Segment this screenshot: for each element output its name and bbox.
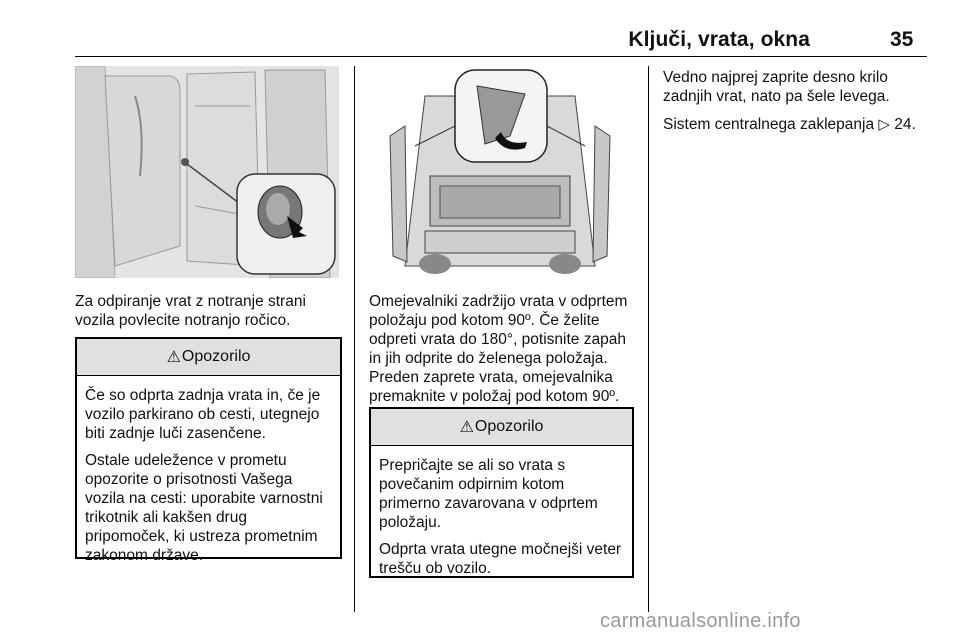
warning-header-2 [371, 409, 632, 446]
warning-1-paragraph-1: Če so odprta zadnja vrata in, če je vozilo parkirano ob cesti, utegnejo biti zadnje luči zasenčene. [85, 387, 321, 442]
warning-title-1: Opozorilo [181, 348, 251, 365]
warning-box-1 [75, 337, 342, 564]
warning-body-2 [371, 446, 632, 586]
col3-reference-page[interactable]: 24. [894, 116, 916, 133]
warning-2-paragraph-1: Prepričajte se ali so vrata s povečanim odpirnim kotom primerno zavarovana v odprtem položaju. [379, 457, 598, 531]
header-rule [75, 56, 927, 57]
page-reference-arrow-icon: ▷ [878, 116, 890, 133]
col2-paragraph: Omejevalniki zadržijo vrata v odprtem položaju pod kotom 90º. Če želite odpreti vrata do 180°, potisnite zapah in jih odprite do želenega položaja. Preden zaprete vrata, omejevalnika premaknite v položaj pod kotom 90º. [369, 293, 628, 405]
warning-box-2 [369, 407, 634, 578]
rear-doors-illustration [385, 66, 615, 278]
col1-text [75, 292, 341, 339]
col3-reference-text: Sistem centralnega zaklepanja [663, 116, 875, 133]
warning-triangle-icon: ⚠ [459, 419, 474, 436]
warning-header-1 [77, 339, 340, 376]
rear-doors-figure [385, 66, 615, 278]
page-number: 35 [890, 28, 914, 51]
warning-1-paragraph-2: Ostale udeležence v prometu opozorite o prisotnosti Vašega vozila na cesti: uporabite varnostni trikotnik ali kakšen drug pripomoček, ki ustreza prometnim zakonom države. [85, 452, 323, 564]
col1-paragraph: Za odpiranje vrat z notranje strani vozila povlecite notranjo ročico. [75, 293, 306, 329]
column-divider-2 [648, 66, 649, 612]
warning-triangle-icon: ⚠ [166, 349, 181, 366]
col3-paragraph-1: Vedno najprej zaprite desno krilo zadnjih vrat, nato pa šele levega. [663, 69, 890, 105]
warning-2-paragraph-2: Odprta vrata utegne močnejši veter trešču ob vozilo. [379, 541, 622, 577]
header-title: Ključi, vrata, okna [628, 28, 810, 51]
warning-body-1 [77, 376, 340, 573]
column-divider-1 [354, 66, 355, 612]
col3-text [663, 68, 931, 143]
col2-text [369, 292, 634, 415]
door-handle-illustration [75, 66, 339, 278]
watermark: carmanualsonline.info [600, 610, 801, 632]
warning-title-2: Opozorilo [474, 418, 544, 435]
col3-paragraph-2 [663, 115, 931, 134]
door-handle-figure [75, 66, 339, 278]
